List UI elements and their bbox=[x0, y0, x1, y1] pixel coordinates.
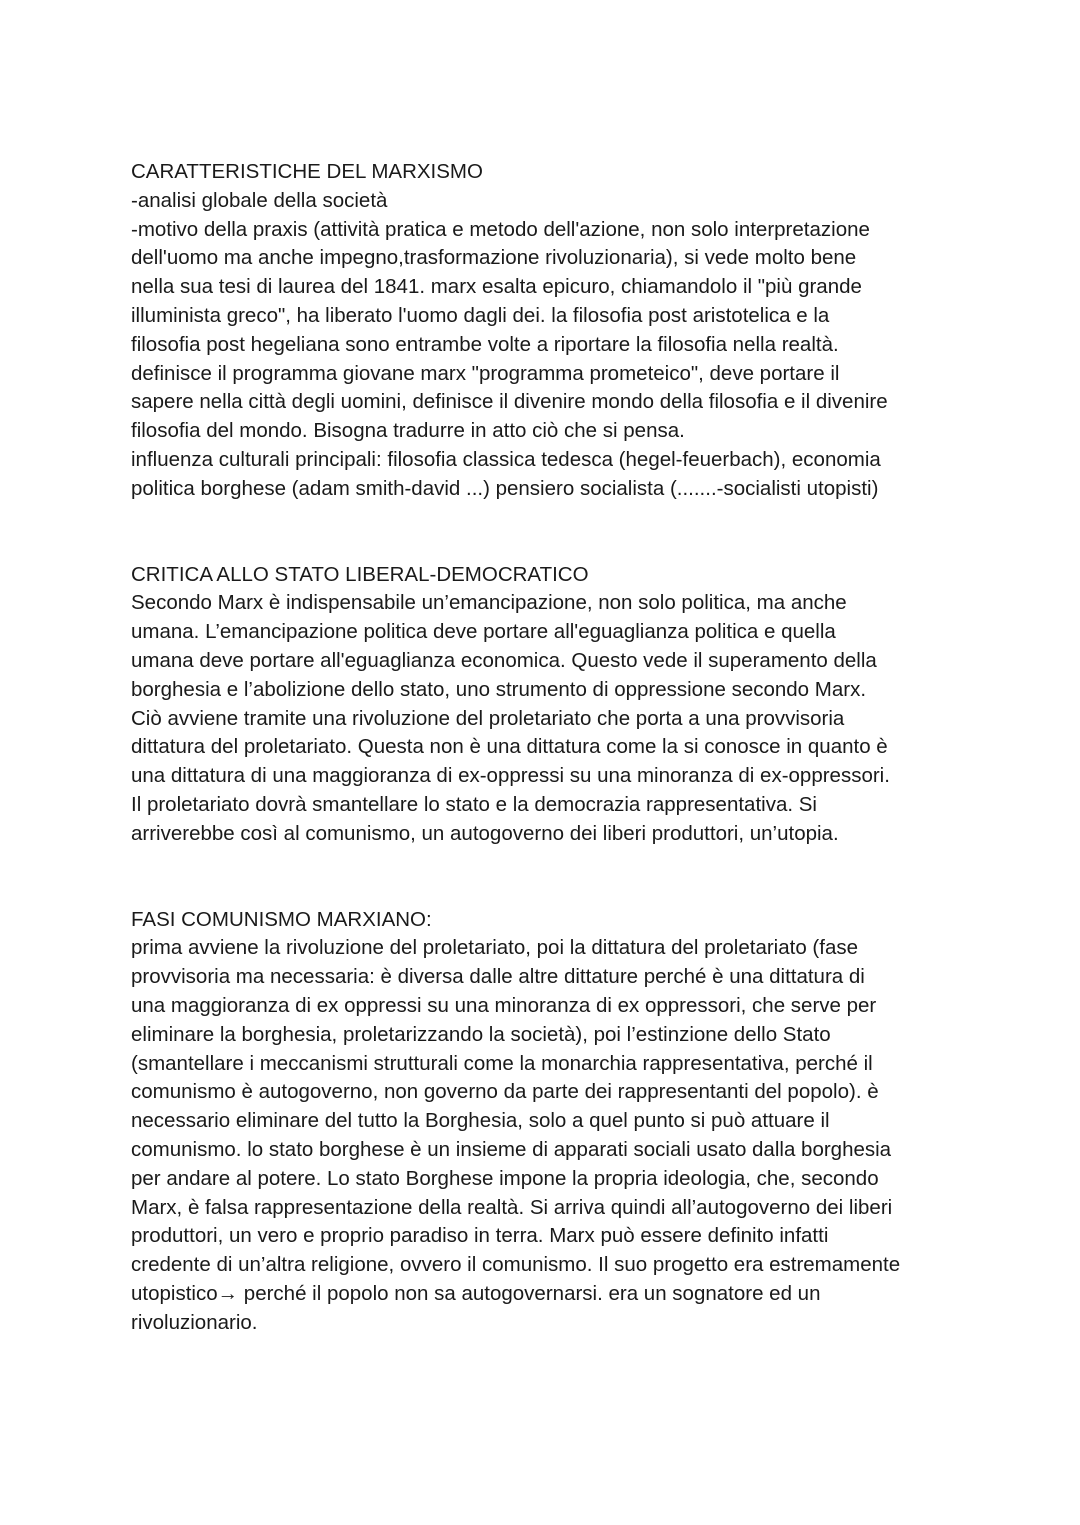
text-line: illuminista greco", ha liberato l'uomo dagli dei. la filosofia post aristotelica e la bbox=[131, 303, 830, 327]
section-caratteristiche-marxismo bbox=[131, 158, 961, 504]
text-line: utopistico→ perché il popolo non sa autogovernarsi. era un sognatore ed un bbox=[131, 1281, 821, 1305]
text-line: definisce il programma giovane marx "programma prometeico", deve portare il bbox=[131, 361, 840, 385]
text-line: provvisoria ma necessaria: è diversa dalle altre dittature perché è una dittatura di bbox=[131, 965, 865, 989]
text-line: una maggioranza di ex oppressi su una minoranza di ex oppressori, che serve per bbox=[131, 993, 877, 1017]
text-line: Ciò avviene tramite una rivoluzione del proletariato che porta a una provvisoria bbox=[131, 706, 845, 730]
text-line: credente di un’altra religione, ovvero il comunismo. Il suo progetto era estremamente bbox=[131, 1253, 901, 1277]
text-line: (smantellare i meccanismi strutturali come la monarchia rappresentativa, perché il bbox=[131, 1051, 873, 1075]
text-line: arriverebbe così al comunismo, un autogoverno dei liberi produttori, un’utopia. bbox=[131, 821, 839, 845]
text-line: -motivo della praxis (attività pratica e metodo dell'azione, non solo interpretazione bbox=[131, 217, 870, 241]
section-heading: CRITICA ALLO STATO LIBERAL-DEMOCRATICO bbox=[131, 562, 589, 586]
text-line: comunismo è autogoverno, non governo da parte dei rappresentanti del popolo). è bbox=[131, 1080, 879, 1104]
text-line: -analisi globale della società bbox=[131, 188, 388, 212]
text-line: politica borghese (adam smith-david ...) pensiero socialista (.......-socialisti utopisti) bbox=[131, 476, 879, 500]
text-line: influenza culturali principali: filosofia classica tedesca (hegel-feuerbach), economia bbox=[131, 447, 881, 471]
text-line: umana. L’emancipazione politica deve portare all'eguaglianza politica e quella bbox=[131, 620, 836, 644]
text-line: dell'uomo ma anche impegno,trasformazione rivoluzionaria), si vede molto bene bbox=[131, 246, 857, 270]
text-line: dittatura del proletariato. Questa non è una dittatura come la si conosce in quanto è bbox=[131, 735, 888, 759]
text-line: Marx, è falsa rappresentazione della realtà. Si arriva quindi all’autogoverno dei liberi bbox=[131, 1195, 893, 1219]
section-critica-stato bbox=[131, 561, 961, 849]
text-line: nella sua tesi di laurea del 1841. marx esalta epicuro, chiamandolo il "più grande bbox=[131, 275, 862, 299]
text-line: prima avviene la rivoluzione del proletariato, poi la dittatura del proletariato (fase bbox=[131, 936, 859, 960]
text-line: borghesia e l’abolizione dello stato, uno strumento di oppressione secondo Marx. bbox=[131, 677, 867, 701]
text-line: sapere nella città degli uomini, definisce il divenire mondo della filosofia e il divenire bbox=[131, 390, 888, 414]
text-line: filosofia post hegeliana sono entrambe volte a riportare la filosofia nella realtà. bbox=[131, 332, 839, 356]
text-line: umana deve portare all'eguaglianza economica. Questo vede il superamento della bbox=[131, 648, 877, 672]
text-line: Il proletariato dovrà smantellare lo stato e la democrazia rappresentativa. Si bbox=[131, 792, 817, 816]
document-page bbox=[131, 158, 961, 1337]
text-line: Secondo Marx è indispensabile un’emancipazione, non solo politica, ma anche bbox=[131, 591, 847, 615]
text-line: necessario eliminare del tutto la Borghesia, solo a quel punto si può attuare il bbox=[131, 1109, 830, 1133]
section-heading: FASI COMUNISMO MARXIANO: bbox=[131, 907, 432, 931]
text-line: per andare al potere. Lo stato Borghese impone la propria ideologia, che, secondo bbox=[131, 1166, 879, 1190]
text-line: rivoluzionario. bbox=[131, 1310, 258, 1334]
section-fasi-comunismo bbox=[131, 906, 961, 1338]
text-line: una dittatura di una maggioranza di ex-oppressi su una minoranza di ex-oppressori. bbox=[131, 764, 890, 788]
text-line: eliminare la borghesia, proletarizzando la società), poi l’estinzione dello Stato bbox=[131, 1022, 831, 1046]
text-line: comunismo. lo stato borghese è un insieme di apparati sociali usato dalla borghesia bbox=[131, 1137, 892, 1161]
section-heading: CARATTERISTICHE DEL MARXISMO bbox=[131, 160, 483, 183]
text-line: filosofia del mondo. Bisogna tradurre in atto ciò che si pensa. bbox=[131, 419, 685, 443]
text-line: produttori, un vero e proprio paradiso in terra. Marx può essere definito infatti bbox=[131, 1224, 829, 1248]
